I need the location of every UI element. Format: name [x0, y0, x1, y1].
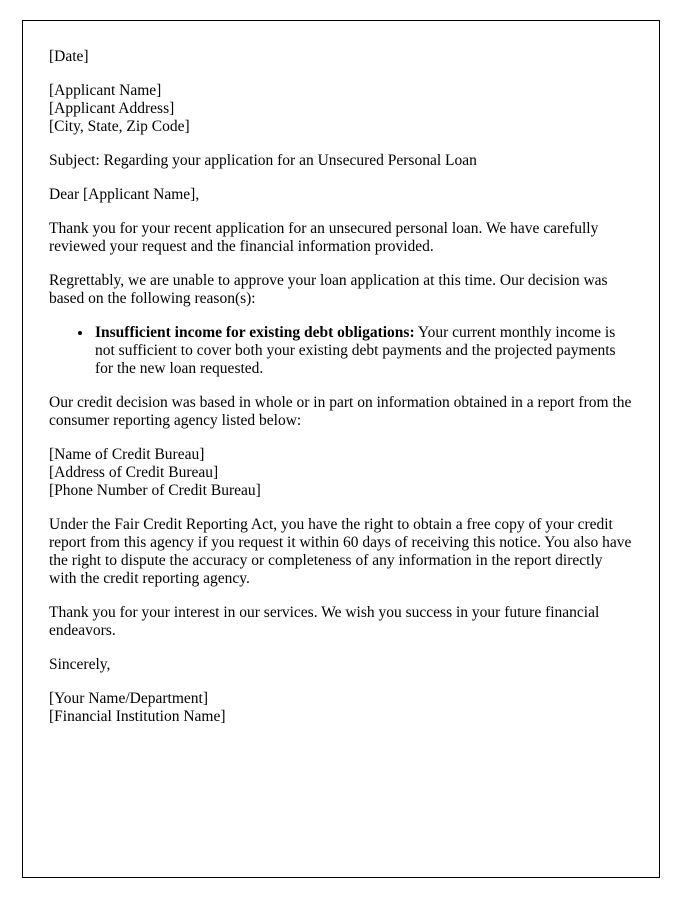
denial-reason-title: Insufficient income for existing debt obligations:: [95, 324, 415, 341]
loan-denial-letter: [49, 48, 633, 726]
subject-line: Subject: Regarding your application for an Unsecured Personal Loan: [49, 152, 477, 169]
date-placeholder: [Date]: [49, 48, 89, 65]
recipient-address: [Applicant Address]: [49, 100, 175, 117]
signature-name-department: [Your Name/Department]: [49, 690, 208, 707]
credit-report-paragraph: Our credit decision was based in whole or in part on information obtained in a report from the consumer reporting agency listed below:: [49, 394, 632, 429]
intro-paragraph: Thank you for your recent application for an unsecured personal loan. We have carefully reviewed your request and the financial information provided.: [49, 220, 599, 255]
denial-reason-list: [49, 324, 633, 378]
salutation: Dear [Applicant Name],: [49, 186, 200, 203]
signature-block: [49, 690, 633, 726]
closing-paragraph: Thank you for your interest in our services. We wish you success in your future financial endeavors.: [49, 604, 600, 639]
signoff: Sincerely,: [49, 656, 111, 673]
credit-bureau-block: [49, 446, 633, 500]
credit-bureau-address: [Address of Credit Bureau]: [49, 464, 219, 481]
denial-reason-text: Your current monthly income is not sufficient to cover both your existing debt payments and the projected payments for the new loan requested.: [95, 324, 616, 377]
recipient-name: [Applicant Name]: [49, 82, 162, 99]
letter-page: [22, 20, 660, 878]
signature-institution: [Financial Institution Name]: [49, 708, 226, 725]
credit-bureau-name: [Name of Credit Bureau]: [49, 446, 205, 463]
decision-paragraph: Regrettably, we are unable to approve your loan application at this time. Our decision was based on the following reason(s):: [49, 272, 608, 307]
recipient-city-state-zip: [City, State, Zip Code]: [49, 118, 190, 135]
credit-bureau-phone: [Phone Number of Credit Bureau]: [49, 482, 261, 499]
fcra-rights-paragraph: Under the Fair Credit Reporting Act, you have the right to obtain a free copy of your credit report from this agency if you request it within 60 days of receiving this notice. You also have the right to dispute the accuracy or completeness of any information in the report directly with the credit reporting agency.: [49, 516, 632, 587]
recipient-address-block: [49, 82, 633, 136]
denial-reason-item: [93, 324, 633, 378]
